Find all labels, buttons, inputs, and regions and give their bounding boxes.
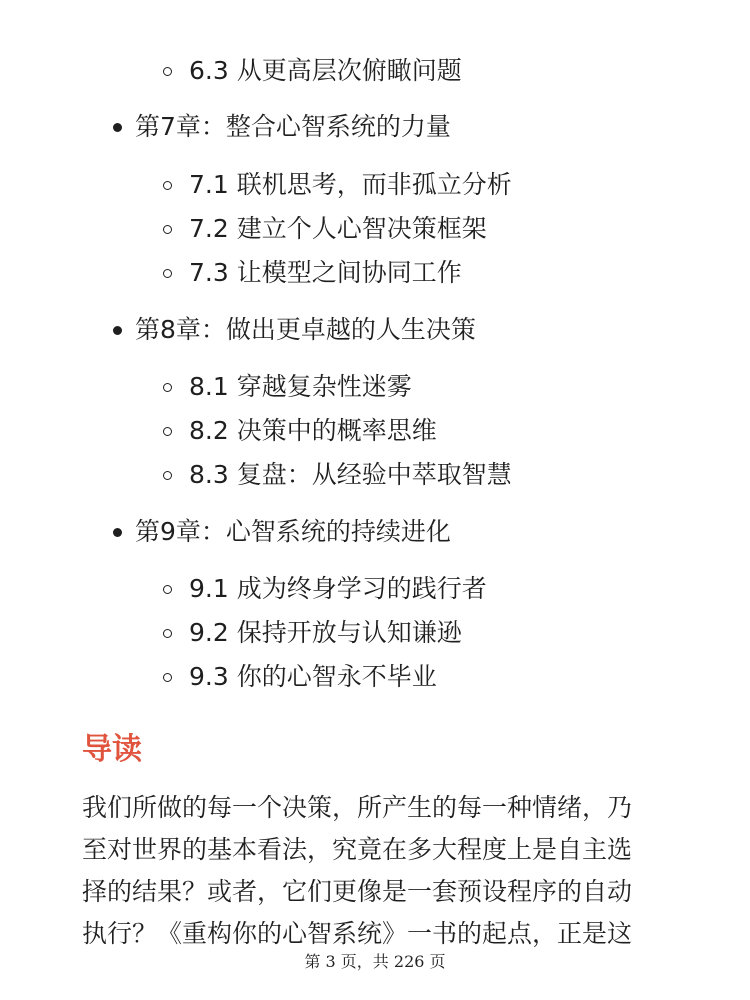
circle-bullet-icon — [163, 383, 172, 392]
circle-bullet-icon — [163, 629, 172, 638]
circle-bullet-icon — [163, 67, 172, 76]
circle-bullet-icon — [163, 427, 172, 436]
paragraph-line: 我们所做的每一个决策，所产生的每一种情绪，乃 — [82, 793, 633, 822]
toc-item-label: 9.3 你的心智永不毕业 — [189, 662, 437, 691]
toc-item-label: 9.2 保持开放与认知谦逊 — [189, 618, 462, 647]
toc-item-label: 7.2 建立个人心智决策框架 — [189, 214, 487, 243]
disc-bullet-icon — [113, 123, 122, 132]
circle-bullet-icon — [163, 269, 172, 278]
paragraph-line: 择的结果？或者，它们更像是一套预设程序的自动 — [82, 877, 633, 906]
circle-bullet-icon — [163, 585, 172, 594]
disc-bullet-icon — [113, 528, 122, 537]
circle-bullet-icon — [163, 225, 172, 234]
circle-bullet-icon — [163, 181, 172, 190]
toc-item-label: 6.3 从更高层次俯瞰问题 — [189, 56, 462, 85]
toc-item-label: 7.3 让模型之间协同工作 — [189, 258, 462, 287]
toc-item-label: 第8章：做出更卓越的人生决策 — [135, 315, 476, 344]
toc-item-label: 第9章：心智系统的持续进化 — [135, 517, 451, 546]
paragraph-line: 至对世界的基本看法，究竟在多大程度上是自主选 — [82, 835, 633, 864]
circle-bullet-icon — [163, 673, 172, 682]
section-heading: 导读 — [82, 732, 142, 767]
toc-item-label: 第7章：整合心智系统的力量 — [135, 112, 451, 141]
page-number-footer: 第 3 页，共 226 页 — [304, 952, 446, 971]
circle-bullet-icon — [163, 471, 172, 480]
paragraph-line: 执行？《重构你的心智系统》一书的起点，正是这 — [82, 919, 633, 948]
toc-item-label: 8.1 穿越复杂性迷雾 — [189, 372, 412, 401]
toc-item-label: 7.1 联机思考，而非孤立分析 — [189, 170, 512, 199]
intro-paragraph — [82, 787, 682, 955]
toc-item-label: 8.2 决策中的概率思维 — [189, 416, 437, 445]
disc-bullet-icon — [113, 326, 122, 335]
toc-item-label: 8.3 复盘：从经验中萃取智慧 — [189, 460, 512, 489]
toc-item-label: 9.1 成为终身学习的践行者 — [189, 574, 487, 603]
